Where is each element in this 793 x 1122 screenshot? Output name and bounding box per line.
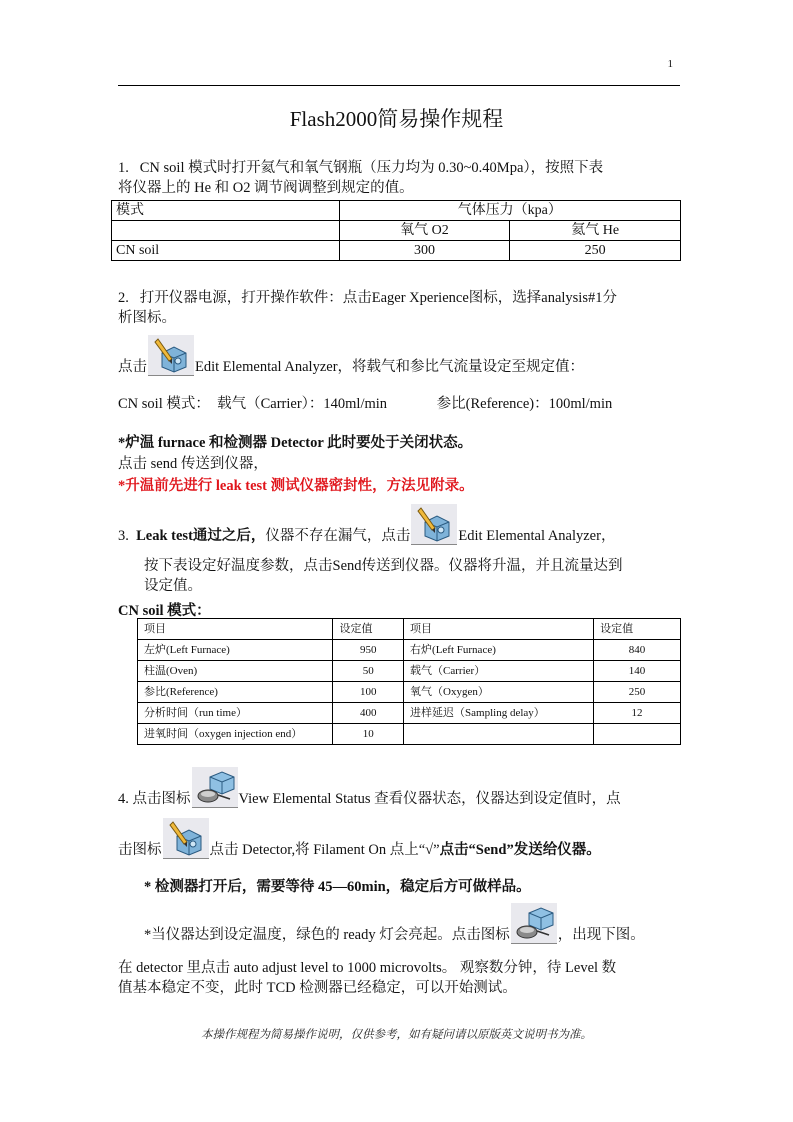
table-row: 分析时间（run time） 400 进样延迟（Sampling delay） 12 bbox=[138, 703, 681, 724]
section3-line1: 3. Leak test通过之后，仪器不存在漏气，点击 Edit Elemental Analyzer， bbox=[118, 504, 615, 545]
send-instruction: 点击 send 传送到仪器， bbox=[118, 456, 268, 472]
section1-line1: 1. CN soil 模式时打开氦气和氧气钢瓶（压力均为 0.30~0.40Mpa），按照下表 bbox=[118, 160, 604, 176]
section1-text bbox=[118, 158, 680, 198]
section4-line1: 4. 点击图标 View Elemental Status 查看仪器状态，仪器达到设定值时，点 bbox=[118, 767, 621, 808]
table-row: 参比(Reference) 100 氧气（Oxygen） 250 bbox=[138, 682, 681, 703]
header-rule bbox=[118, 85, 680, 86]
table-header: 项目 bbox=[404, 619, 594, 640]
page-number: 1 bbox=[667, 58, 673, 70]
section2-line1: 2. 打开仪器电源，打开操作软件：点击Eager Xperience图标，选择analysis#1分 bbox=[118, 290, 617, 306]
table-header: 设定值 bbox=[594, 619, 681, 640]
gas-pressure-table bbox=[111, 200, 681, 261]
table-header: 项目 bbox=[138, 619, 333, 640]
footer-disclaimer: 本操作规程为简易操作说明，仅供参考，如有疑问请以原版英文说明书为准。 bbox=[201, 1029, 592, 1041]
section1-line2: 将仪器上的 He 和 O2 调节阀调整到规定的值。 bbox=[118, 180, 414, 196]
section2-edit-line: 点击 Edit Elemental Analyzer，将载气和参比气流量设定至规定值： bbox=[118, 335, 584, 376]
section3-text: 按下表设定好温度参数，点击Send传送到仪器。仪器将升温，并且流量达到 设定值。 bbox=[144, 558, 623, 594]
edit-elemental-analyzer-icon[interactable] bbox=[163, 818, 209, 859]
table-header: 设定值 bbox=[333, 619, 404, 640]
table-cell-he: 250 bbox=[510, 241, 681, 261]
document-title: Flash2000简易操作规程 bbox=[289, 107, 504, 131]
table-cell-mode: CN soil bbox=[112, 241, 340, 261]
table-row bbox=[112, 241, 681, 261]
view-elemental-status-icon[interactable] bbox=[511, 903, 557, 944]
table-row: 进氧时间（oxygen injection end） 10 bbox=[138, 724, 681, 745]
section2-text bbox=[118, 288, 680, 328]
table-row: 左炉(Left Furnace) 950 右炉(Left Furnace) 840 bbox=[138, 640, 681, 661]
table-subheader-o2: 氧气 O2 bbox=[339, 221, 510, 241]
table-header-pressure: 气体压力（kpa） bbox=[339, 201, 680, 221]
table-row: 柱温(Oven) 50 载气（Carrier） 140 bbox=[138, 661, 681, 682]
table-subheader-he: 氦气 He bbox=[510, 221, 681, 241]
leak-test-warning: *升温前先进行 leak test 测试仪器密封性，方法见附录。 bbox=[118, 478, 474, 494]
furnace-detector-warning: *炉温 furnace 和检测器 Detector 此时要处于关闭状态。 bbox=[118, 435, 473, 451]
flow-settings-line: CN soil 模式： 载气（Carrier）：140ml/min 参比(Reference)：100ml/min bbox=[118, 396, 613, 412]
section4-line2: 击图标 点击 Detector,将 Filament On 点上“√”点击“Send”发送给仪器。 bbox=[118, 818, 601, 859]
table-cell-o2: 300 bbox=[339, 241, 510, 261]
detector-wait-note: * 检测器打开后，需要等待 45—60min，稳定后方可做样品。 bbox=[144, 879, 531, 895]
section2-line2: 析图标。 bbox=[118, 310, 176, 326]
detector-instructions: 在 detector 里点击 auto adjust level to 1000 microvolts。 观察数分钟，待 Level 数 值基本稳定不变，此时 TCD 检测器已经稳定，可以开始测试。 bbox=[118, 960, 617, 996]
table-header-mode: 模式 bbox=[112, 201, 340, 221]
cn-soil-mode-label: CN soil 模式： bbox=[118, 603, 211, 619]
temperature-settings-table bbox=[137, 618, 681, 745]
edit-elemental-analyzer-icon[interactable] bbox=[148, 335, 194, 376]
edit-elemental-analyzer-icon[interactable] bbox=[411, 504, 457, 545]
ready-light-line: *当仪器达到设定温度，绿色的 ready 灯会亮起。点击图标 ，出现下图。 bbox=[144, 903, 645, 944]
view-elemental-status-icon[interactable] bbox=[192, 767, 238, 808]
table-cell-empty bbox=[112, 221, 340, 241]
